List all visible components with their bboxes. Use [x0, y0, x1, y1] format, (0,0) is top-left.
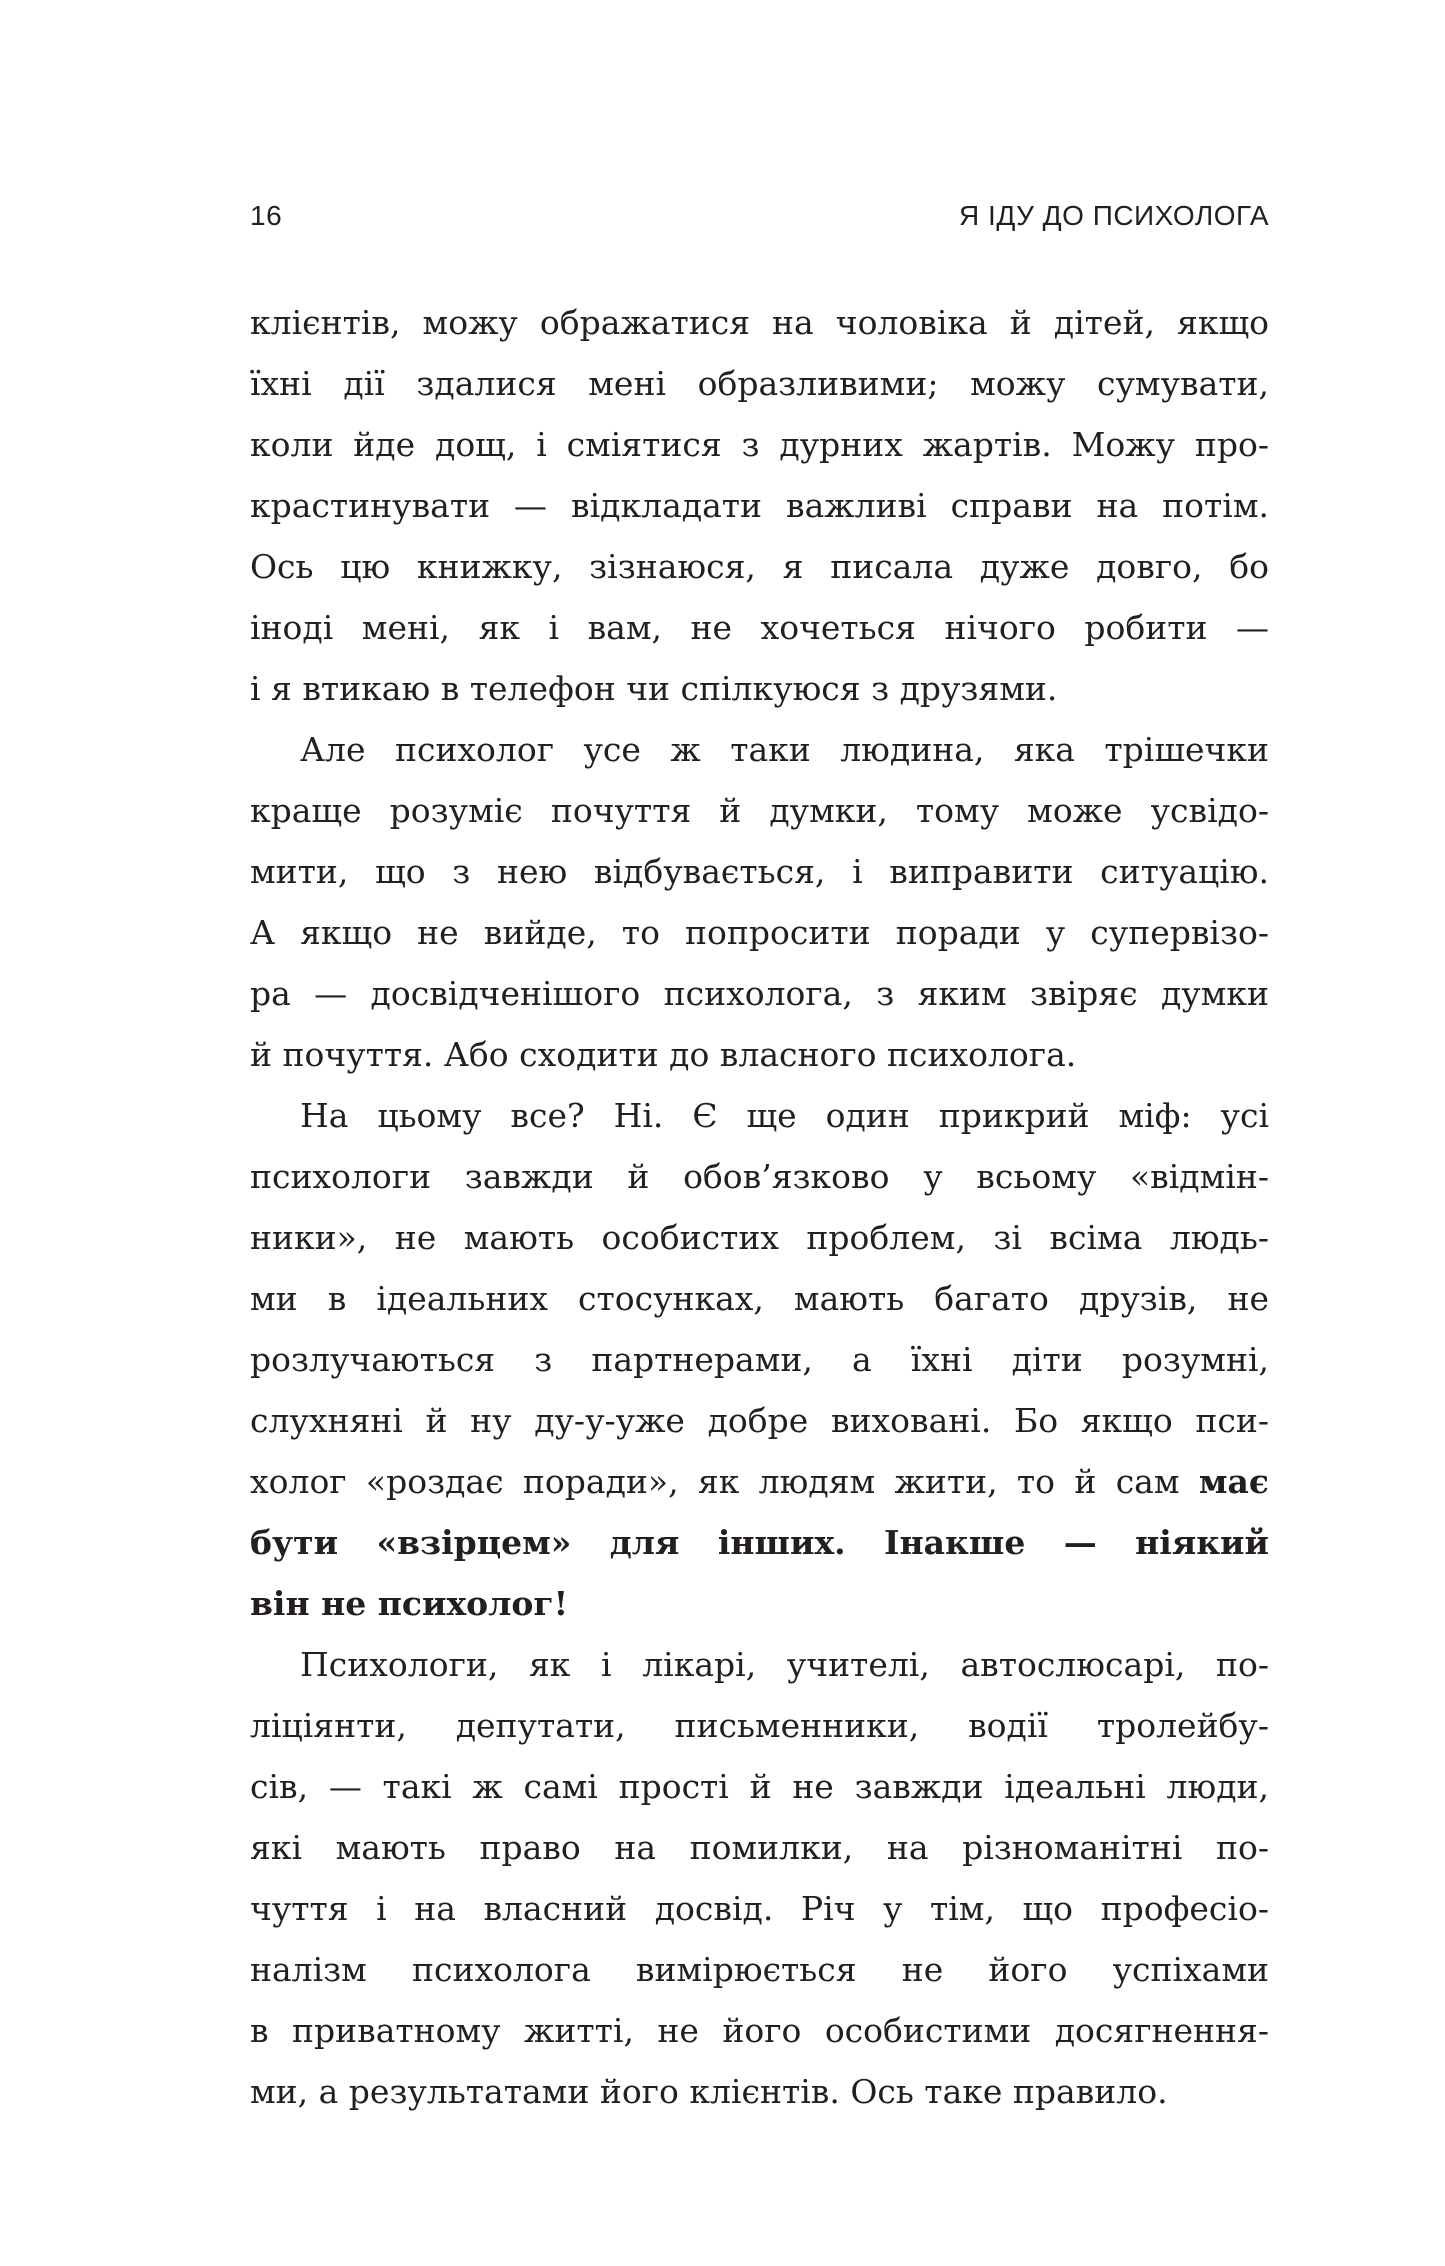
text-line: краще розуміє почуття й думки, тому може усвідо-	[250, 791, 1269, 830]
text-line: й почуття. Або сходити до власного психолога.	[250, 1035, 1077, 1074]
emphasis-line: бути «взірцем» для інших. Інакше — ніякий	[250, 1523, 1269, 1562]
text-line: ми в ідеальних стосунках, мають багато друзів, не	[250, 1279, 1269, 1318]
page-number: 16	[250, 200, 283, 231]
text-line: ліціянти, депутати, письменники, водії тролейбу-	[250, 1706, 1269, 1745]
text-line: розлучаються з партнерами, а їхні діти розумні,	[250, 1340, 1269, 1379]
text-line: Ось цю книжку, зізнаюся, я писала дуже довго, бо	[250, 547, 1269, 586]
text-line: На цьому все? Ні. Є ще один прикрий міф: усі	[300, 1096, 1269, 1135]
text-line: сів, — такі ж самі прості й не завжди ідеальні люди,	[250, 1767, 1269, 1806]
text-line: ра — досвідченішого психолога, з яким звіряє думки	[250, 974, 1269, 1013]
text-line-mixed	[250, 1451, 1269, 1512]
text-line: А якщо не вийде, то попросити поради у супервізо-	[250, 913, 1269, 952]
text-line: мити, що з нею відбувається, і виправити ситуацію.	[250, 852, 1269, 891]
text-line: ми, а результатами його клієнтів. Ось таке правило.	[250, 2072, 1168, 2111]
emphasis-text: має	[1198, 1462, 1269, 1501]
text-line: психологи завжди й обов’язково у всьому «відмін-	[250, 1157, 1269, 1196]
text-line: коли йде дощ, і сміятися з дурних жартів. Можу про-	[250, 425, 1269, 464]
paragraph-2	[250, 719, 1269, 1085]
text-line: слухняні й ну ду-у-уже добре виховані. Бо якщо пси-	[250, 1401, 1269, 1440]
text-line: ники», не мають особистих проблем, зі всіма людь-	[250, 1218, 1269, 1257]
text-line: Але психолог усе ж таки людина, яка трішечки	[300, 730, 1269, 769]
text-line: клієнтів, можу ображатися на чоловіка й дітей, якщо	[250, 303, 1269, 342]
emphasis-line: він не психолог!	[250, 1584, 569, 1623]
paragraph-3	[250, 1085, 1269, 1634]
text-line: їхні дії здалися мені образливими; можу сумувати,	[250, 364, 1269, 403]
running-title: Я ІДУ ДО ПСИХОЛОГА	[959, 200, 1269, 231]
text-line: іноді мені, як і вам, не хочеться нічого робити —	[250, 608, 1269, 647]
paragraph-4	[250, 1634, 1269, 2122]
text-line: і я втикаю в телефон чи спілкуюся з друзями.	[250, 669, 1058, 708]
text-line: в приватному житті, не його особистими досягнення-	[250, 2011, 1269, 2050]
text-line: крастинувати — відкладати важливі справи на потім.	[250, 486, 1269, 525]
page-header	[250, 200, 1269, 240]
text-line: налізм психолога вимірюється не його успіхами	[250, 1950, 1269, 1989]
text-line: чуття і на власний досвід. Річ у тім, що професіо-	[250, 1889, 1269, 1928]
text-line: Психологи, як і лікарі, учителі, автослюсарі, по-	[300, 1645, 1269, 1684]
body-text	[250, 292, 1269, 2122]
text-line: які мають право на помилки, на різноманітні по-	[250, 1828, 1269, 1867]
paragraph-1	[250, 292, 1269, 719]
text-run: холог «роздає поради», як людям жити, то й сам	[250, 1462, 1199, 1501]
